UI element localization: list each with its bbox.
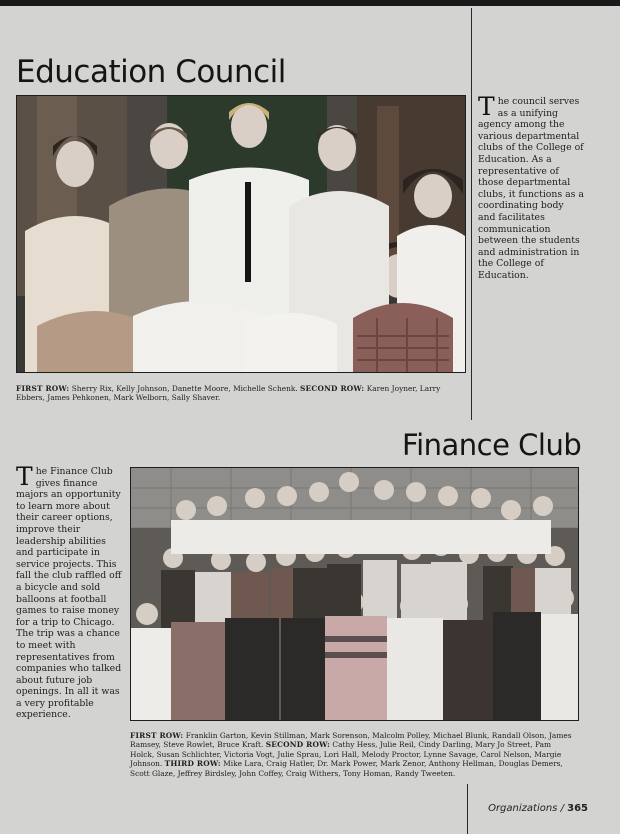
page-footer	[488, 803, 588, 814]
finance-body-text: he Finance Club gives finance majors an opportunity to learn more about their career options, improve their leadership abilities and participate in service projects. This fall the club raffled off a bicycle and sold balloons at football games to raise money for a trip to Chicago. The trip was a chance to meet with representatives from companies who talked about future job openings. In all it was a very profitable experience.	[16, 466, 122, 721]
footer-section-label: Organizations /	[488, 803, 568, 814]
column-divider-top	[471, 8, 472, 420]
caption-names: Karen Joyner, Larry Ebbers, James Pehkonen, Mark Welborn, Sally Shaver.	[16, 384, 441, 403]
finance-club-photo-illustration	[131, 468, 578, 720]
page-number: 365	[567, 803, 588, 814]
caption-row-label: THIRD ROW:	[164, 759, 221, 769]
education-council-caption	[16, 384, 464, 403]
caption-row-label: FIRST ROW:	[130, 731, 184, 740]
finance-club-heading: Finance Club	[402, 428, 582, 462]
top-border	[0, 0, 620, 6]
caption-names: Cathy Hess, Julie Reil, Cindy Darling, Mary Jo Street, Pam Holck, Susan Schlichter, Victoria Vogt, Julie Sprau, Lori Hall, Melody Proctor, Lynne Savage, Carol Nelson, Margie Johnson.	[130, 740, 562, 769]
finance-club-caption	[130, 731, 577, 778]
caption-names: Mike Lara, Craig Hatler, Dr. Mark Power, Mark Zenor, Anthony Hellman, Douglas Demers, Scott Glaze, Jeffrey Birdsley, John Coffey, Craig Withers, Tony Homan, Randy Tweeten.	[130, 759, 563, 778]
finance-club-description	[16, 462, 122, 721]
caption-row-label: SECOND ROW:	[265, 740, 331, 750]
education-council-heading: Education Council	[16, 54, 286, 90]
finance-club-photo	[130, 467, 579, 721]
finance-dropcap: T	[16, 462, 33, 491]
caption-names: Franklin Garton, Kevin Stillman, Mark Sorenson, Malcolm Polley, Michael Blunk, Randall Olson, James Ramsey, Steve Rowlet, Bruce Kraft.	[130, 731, 572, 750]
caption-names: Sherry Rix, Kelly Johnson, Danette Moore, Michelle Schenk.	[69, 384, 301, 393]
column-divider-bottom	[467, 784, 468, 834]
education-dropcap: T	[478, 92, 495, 121]
caption-row-label: FIRST ROW:	[16, 384, 70, 393]
education-council-photo	[16, 95, 466, 373]
education-body-text: he council serves as a unifying agency among the various departmental clubs of the College of Education. As a representative of those departmental clubs, it functions as a coordinating body and facilitates communication between the students and administration in the College of Education.	[478, 96, 584, 281]
education-council-photo-illustration	[17, 96, 465, 372]
caption-row-label: SECOND ROW:	[300, 384, 365, 393]
education-council-description	[478, 92, 584, 282]
